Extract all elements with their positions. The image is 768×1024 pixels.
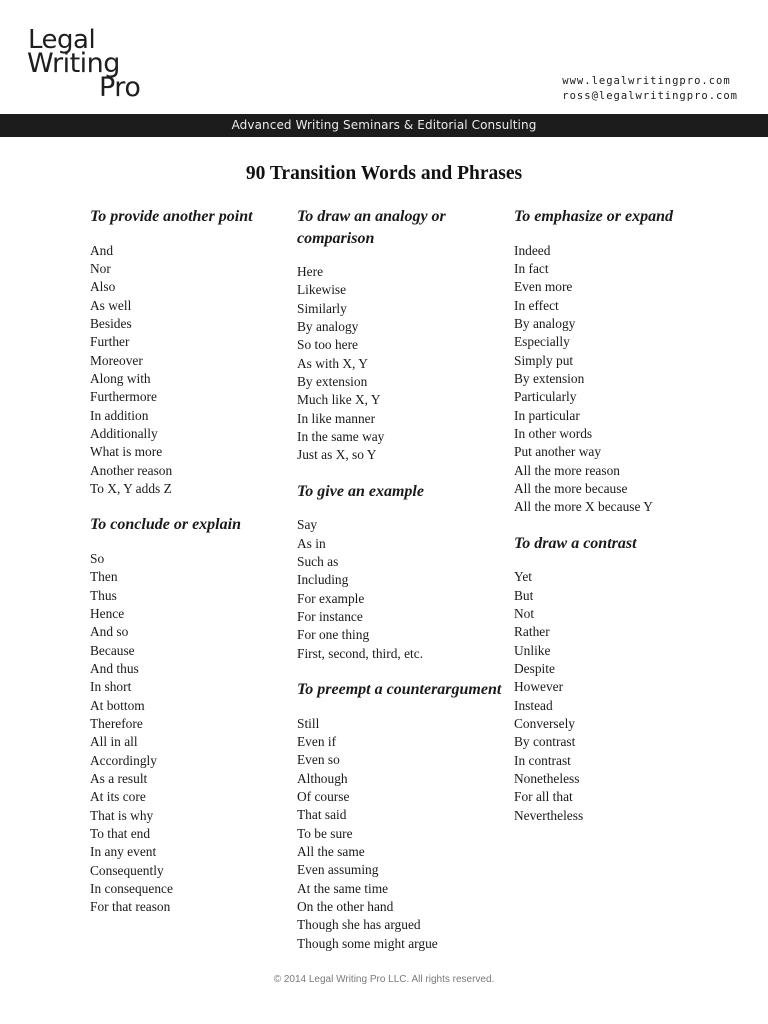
list-item: Even more: [514, 279, 573, 295]
list-item: Nor: [90, 260, 111, 276]
list-item: Of course: [297, 788, 350, 804]
list-item: By extension: [297, 374, 368, 390]
section-heading: To give an example: [297, 482, 424, 500]
list-item: Also: [90, 279, 116, 295]
list-item: By contrast: [514, 734, 576, 750]
list-item: Because: [90, 642, 135, 658]
list-item: In effect: [514, 297, 559, 313]
legal-writing-pro-logo: [27, 24, 147, 104]
list-item: But: [514, 587, 534, 603]
list-item: For all that: [514, 789, 573, 805]
list-item: And: [90, 242, 114, 258]
list-item: Put another way: [514, 444, 602, 460]
spacer: [297, 663, 507, 679]
list-item: What is more: [90, 444, 163, 460]
list-item: Nonetheless: [514, 770, 580, 786]
list-item: Indeed: [514, 242, 551, 258]
list-item: For that reason: [90, 899, 171, 915]
spacer: [90, 228, 300, 242]
list-item: At its core: [90, 789, 146, 805]
transition-list: [90, 550, 300, 917]
section-heading: To conclude or explain: [90, 516, 241, 534]
list-item: Much like X, Y: [297, 392, 381, 408]
transition-list: [297, 715, 507, 953]
list-item: Additionally: [90, 425, 158, 441]
section-heading: To draw an analogy or comparison: [297, 208, 446, 247]
list-item: Furthermore: [90, 389, 157, 405]
list-item: Particularly: [514, 389, 577, 405]
list-item: To be sure: [297, 825, 353, 841]
logo-line-writing: Writing: [27, 48, 120, 79]
list-item: As with X, Y: [297, 355, 368, 371]
list-item: To X, Y adds Z: [90, 480, 172, 496]
list-item: Hence: [90, 605, 125, 621]
list-item: Yet: [514, 569, 532, 585]
list-item: In addition: [90, 407, 149, 423]
list-item: In like manner: [297, 410, 376, 426]
list-item: And so: [90, 624, 129, 640]
list-item: Simply put: [514, 352, 574, 368]
list-item: Including: [297, 572, 349, 588]
list-item: To that end: [90, 825, 151, 841]
list-item: That is why: [90, 807, 154, 823]
transition-list: [514, 568, 744, 825]
list-item: All the more because: [514, 480, 628, 496]
tagline-banner: [0, 114, 768, 137]
list-item: In contrast: [514, 752, 571, 768]
list-item: All in all: [90, 734, 138, 750]
transition-list: [90, 242, 300, 499]
spacer: [90, 536, 300, 550]
list-item: In any event: [90, 844, 157, 860]
list-item: Instead: [514, 697, 553, 713]
list-item: Then: [90, 569, 118, 585]
section-heading: To provide another point: [90, 208, 253, 225]
list-item: All the more reason: [514, 462, 620, 478]
column-3: [514, 206, 744, 825]
list-item: At the same time: [297, 880, 389, 896]
list-item: First, second, third, etc.: [297, 645, 424, 661]
list-item: Consequently: [90, 862, 164, 878]
logo-line-legal: Legal: [28, 25, 96, 55]
list-item: Another reason: [90, 462, 173, 478]
tagline-text: Advanced Writing Seminars & Editorial Consulting: [231, 118, 537, 132]
spacer: [514, 517, 744, 533]
email-link[interactable]: ross@legalwritingpro.com: [562, 90, 738, 102]
list-item: And thus: [90, 660, 139, 676]
list-item: Further: [90, 334, 130, 350]
list-item: Especially: [514, 334, 570, 350]
copyright-footer: © 2014 Legal Writing Pro LLC. All rights reserved.: [273, 974, 495, 985]
list-item: Rather: [514, 624, 550, 640]
section-heading: To preempt a counterargument: [297, 681, 502, 699]
transition-list: [297, 263, 507, 465]
list-item: Although: [297, 770, 348, 786]
spacer: [90, 498, 300, 514]
list-item: At bottom: [90, 697, 145, 713]
list-item: All the more X because Y: [514, 499, 653, 515]
transition-list: [297, 516, 507, 663]
spacer: [514, 228, 744, 242]
contact-block: [562, 74, 738, 104]
list-item: In consequence: [90, 881, 173, 896]
list-item: Here: [297, 264, 324, 279]
section-heading: To emphasize or expand: [514, 208, 673, 225]
list-item: Not: [514, 605, 535, 621]
list-item: Though she has argued: [297, 917, 421, 933]
list-item: In other words: [514, 425, 593, 441]
spacer: [514, 554, 744, 568]
logo-line-pro: Pro: [99, 72, 141, 103]
list-item: For one thing: [297, 627, 370, 643]
list-item: For example: [297, 590, 365, 606]
website-link[interactable]: www.legalwritingpro.com: [562, 75, 731, 87]
list-item: Likewise: [297, 282, 347, 298]
list-item: In the same way: [297, 429, 385, 445]
list-item: Though some might argue: [297, 935, 438, 951]
list-item: Still: [297, 715, 320, 731]
list-item: So: [90, 550, 105, 566]
column-1: [90, 206, 300, 917]
list-item: Despite: [514, 660, 555, 676]
list-item: Besides: [90, 315, 132, 331]
list-item: By extension: [514, 370, 585, 386]
list-item: As well: [90, 297, 132, 313]
list-item: On the other hand: [297, 898, 394, 914]
spacer: [297, 465, 507, 481]
list-item: In fact: [514, 260, 549, 276]
list-item: Unlike: [514, 642, 551, 658]
list-item: In particular: [514, 407, 580, 423]
list-item: All the same: [297, 843, 365, 859]
transition-list: [514, 242, 744, 517]
list-item: Thus: [90, 587, 117, 603]
list-item: Say: [297, 517, 318, 533]
page-title: 90 Transition Words and Phrases: [245, 163, 523, 184]
spacer: [297, 701, 507, 715]
spacer: [297, 249, 507, 263]
list-item: Even so: [297, 752, 340, 768]
list-item: However: [514, 679, 564, 695]
spacer: [297, 502, 507, 516]
list-item: Even assuming: [297, 862, 379, 878]
list-item: For instance: [297, 609, 363, 624]
list-item: Along with: [90, 370, 151, 386]
section-heading: To draw a contrast: [514, 534, 637, 552]
list-item: Just as X, so Y: [297, 447, 377, 463]
list-item: By analogy: [297, 319, 359, 335]
list-item: Similarly: [297, 300, 347, 316]
list-item: By analogy: [514, 315, 576, 331]
list-item: Therefore: [90, 715, 143, 731]
list-item: That said: [297, 807, 347, 823]
list-item: So too here: [297, 337, 358, 353]
list-item: As a result: [90, 770, 148, 786]
column-2: [297, 206, 507, 953]
list-item: Even if: [297, 733, 337, 749]
list-item: In short: [90, 679, 132, 695]
list-item: Nevertheless: [514, 807, 584, 823]
list-item: Accordingly: [90, 752, 157, 768]
list-item: Such as: [297, 553, 339, 569]
list-item: As in: [297, 535, 326, 551]
list-item: Moreover: [90, 352, 143, 368]
list-item: Conversely: [514, 715, 575, 731]
